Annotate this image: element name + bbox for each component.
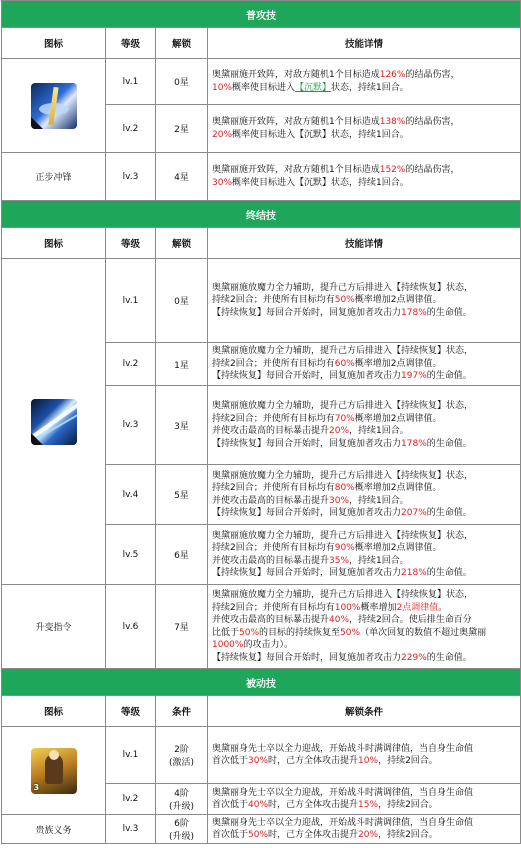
section-title-ultimate: 终结技 bbox=[2, 201, 521, 228]
header-condition: 条件 bbox=[156, 696, 208, 727]
skill-desc: 奥黛丽施放魔力全力辅助，提升己方后排进入【持续恢复】状态， 持续2回合；并使所有目标均有80%概率增加2点调律值。 并使攻击最高的目标暴击提升30%，持续1回合。 【持续恢复】每回合开始时，回复施加者攻击力207%的生命值。 bbox=[208, 465, 521, 525]
section-title-normal: 普攻技 bbox=[2, 1, 521, 28]
header-unlock-condition: 解锁条件 bbox=[208, 696, 521, 727]
unlock-cell: 5星 bbox=[156, 465, 208, 525]
level-cell: lv.3 bbox=[106, 153, 156, 201]
header-unlock: 解锁 bbox=[156, 28, 208, 59]
passive-icon-cell bbox=[2, 727, 106, 815]
level-cell: lv.1 bbox=[106, 727, 156, 784]
skill-name: 正步冲锋 bbox=[2, 153, 106, 201]
skill-desc: 奥黛丽施放魔力全力辅助，提升己方后排进入【持续恢复】状态， 持续2回合；并使所有目标均有90%概率增加2点调律值。 并使攻击最高的目标暴击提升35%，持续1回合。 【持续恢复】每回合开始时，回复施加者攻击力218%的生命值。 bbox=[208, 525, 521, 585]
icon-badge: 3 bbox=[33, 782, 40, 792]
level-cell: lv.2 bbox=[106, 105, 156, 153]
level-cell: lv.2 bbox=[106, 784, 156, 815]
unlock-cell: 1星 bbox=[156, 343, 208, 386]
unlock-cell: 0星 bbox=[156, 59, 208, 105]
header-icon: 图标 bbox=[2, 28, 106, 59]
level-cell: lv.1 bbox=[106, 259, 156, 343]
unlock-cell: 2星 bbox=[156, 105, 208, 153]
sword-burst-icon bbox=[31, 83, 77, 129]
skill-name: 升变指令 bbox=[2, 585, 106, 669]
ultimate-icon-cell bbox=[2, 259, 106, 585]
header-level: 等级 bbox=[106, 28, 156, 59]
skill-desc: 奥黛丽施开致阵，对敌方随机1个目标造成138%的结晶伤害， 20%概率使目标进入【沉默】状态，持续1回合。 bbox=[208, 105, 521, 153]
skill-name: 贵族义务 bbox=[2, 815, 106, 844]
level-cell: lv.3 bbox=[106, 386, 156, 465]
normal-icon-cell bbox=[2, 59, 106, 153]
section-title-passive: 被动技 bbox=[2, 669, 521, 696]
condition-cell: 6阶 (升级) bbox=[156, 815, 208, 844]
skill-desc: 奥黛丽施放魔力全力辅助，提升己方后排进入【持续恢复】状态， 持续2回合；并使所有目标均有60%概率增加2点调律值。 【持续恢复】每回合开始时，回复施加者攻击力197%的生命值。 bbox=[208, 343, 521, 386]
level-cell: lv.5 bbox=[106, 525, 156, 585]
header-icon: 图标 bbox=[2, 228, 106, 259]
skill-desc: 奥黛丽施开致阵，对敌方随机1个目标造成152%的结晶伤害， 30%概率使目标进入【沉默】状态，持续1回合。 bbox=[208, 153, 521, 201]
skill-desc: 奥黛丽施放魔力全力辅助，提升己方后排进入【持续恢复】状态， 持续2回合；并使所有目标均有100%概率增加2点调律值。 并使攻击最高的目标暴击提升40%，持续2回合。使后排生命百分 比低于50%的目标的持续恢复至50%（单次回复的数值不超过奥黛丽 1000%的攻击力）。 【持续恢复】每回合开始时，回复施加者攻击力229%的生命值。 bbox=[208, 585, 521, 669]
unlock-cell: 4星 bbox=[156, 153, 208, 201]
skill-table bbox=[1, 0, 521, 844]
unlock-cell: 0星 bbox=[156, 259, 208, 343]
condition-cell: 4阶 (升级) bbox=[156, 784, 208, 815]
skill-desc: 奥黛丽施放魔力全力辅助，提升己方后排进入【持续恢复】状态， 持续2回合；并使所有目标均有50%概率增加2点调律值。 【持续恢复】每回合开始时，回复施加者攻击力178%的生命值。 bbox=[208, 259, 521, 343]
noble-figure-icon bbox=[31, 748, 77, 794]
header-unlock: 解锁 bbox=[156, 228, 208, 259]
silence-status-link[interactable]: 【沉默】 bbox=[295, 82, 332, 93]
header-details: 技能详情 bbox=[208, 28, 521, 59]
header-level: 等级 bbox=[106, 696, 156, 727]
skill-desc: 奥黛丽身先士卒以全力迎战，开始战斗时满调律值，当自身生命值 首次低于30%时，己方全体攻击提升10%，持续2回合。 bbox=[208, 727, 521, 784]
level-cell: lv.2 bbox=[106, 343, 156, 386]
header-icon: 图标 bbox=[2, 696, 106, 727]
header-level: 等级 bbox=[106, 228, 156, 259]
skill-desc: 奥黛丽身先士卒以全力迎战，开始战斗时满调律值，当自身生命值 首次低于40%时，己方全体攻击提升15%，持续2回合。 bbox=[208, 784, 521, 815]
level-cell: lv.1 bbox=[106, 59, 156, 105]
magic-streak-icon bbox=[31, 399, 77, 445]
header-details: 技能详情 bbox=[208, 228, 521, 259]
unlock-cell: 6星 bbox=[156, 525, 208, 585]
level-cell: lv.6 bbox=[106, 585, 156, 669]
skill-desc: 奥黛丽施开致阵，对敌方随机1个目标造成126%的结晶伤害， 10%概率使目标进入【沉默】状态，持续1回合。 bbox=[208, 59, 521, 105]
skill-desc: 奥黛丽身先士卒以全力迎战，开始战斗时满调律值，当自身生命值 首次低于50%时，己方全体攻击提升20%，持续2回合。 bbox=[208, 815, 521, 844]
unlock-cell: 3星 bbox=[156, 386, 208, 465]
level-cell: lv.3 bbox=[106, 815, 156, 844]
skill-desc: 奥黛丽施放魔力全力辅助，提升己方后排进入【持续恢复】状态， 持续2回合；并使所有目标均有70%概率增加2点调律值。 并使攻击最高的目标暴击提升20%，持续1回合。 【持续恢复】每回合开始时，回复施加者攻击力178%的生命值。 bbox=[208, 386, 521, 465]
condition-cell: 2阶 (激活) bbox=[156, 727, 208, 784]
level-cell: lv.4 bbox=[106, 465, 156, 525]
unlock-cell: 7星 bbox=[156, 585, 208, 669]
